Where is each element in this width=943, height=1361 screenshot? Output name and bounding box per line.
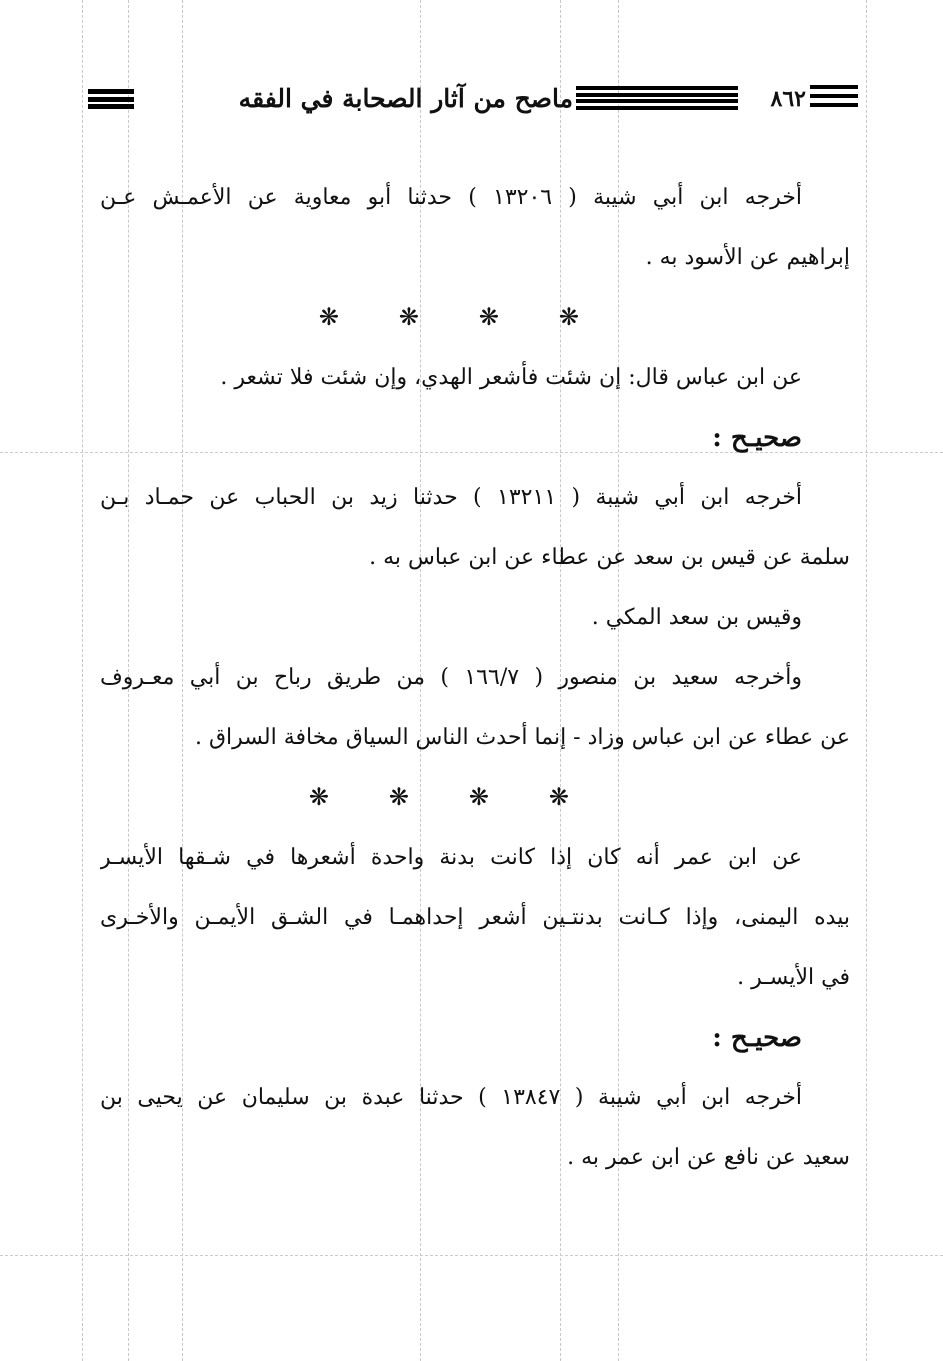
star-ornament-icon: ❋	[308, 783, 329, 811]
text-line: عن ابن عمر أنه كان إذا كانت بدنة واحدة أشعرها في شـقها الأيسـر	[100, 845, 802, 870]
page-header	[88, 80, 858, 126]
star-ornament-icon: ❋	[548, 783, 569, 811]
section-separator	[100, 288, 850, 348]
text-line: إبراهيم عن الأسود به .	[645, 245, 850, 270]
star-ornament-icon: ❋	[478, 303, 499, 331]
book-title: ماصح من آثار الصحابة في الفقه	[238, 84, 573, 113]
star-ornament-icon: ❋	[468, 783, 489, 811]
text-line: أخرجه ابن أبي شيبة ( ١٣٨٤٧ ) حدثنا عبدة بن سليمان عن يحيى بن	[100, 1085, 803, 1110]
page-number: ٨٦٢	[770, 86, 806, 112]
star-ornament-icon: ❋	[388, 783, 409, 811]
text-line: في الأيسـر .	[737, 965, 850, 990]
text-line: سعيد عن نافع عن ابن عمر به .	[567, 1145, 850, 1170]
text-line: عن عطاء عن ابن عباس وزاد - إنما أحدث الناس السياق مخافة السراق .	[194, 725, 850, 750]
star-ornament-icon: ❋	[558, 303, 579, 331]
section-separator	[100, 768, 850, 828]
grade-heading: صحيـح :	[712, 1023, 802, 1053]
grade-heading: صحيـح :	[712, 423, 802, 453]
star-ornament-icon: ❋	[398, 303, 419, 331]
text-line: عن ابن عباس قال: إن شئت فأشعر الهدي، وإن شئت فلا تشعر .	[220, 365, 802, 390]
text-line: بيده اليمنى، وإذا كـانت بدنتـين أشعر إحداهمـا في الشـق الأيمـن والأخـرى	[100, 905, 850, 930]
page-body	[100, 168, 850, 1188]
star-ornament-icon: ❋	[318, 303, 339, 331]
text-line: أخرجه ابن أبي شيبة ( ١٣٢٠٦ ) حدثنا أبو معاوية عن الأعمـش عـن	[100, 185, 802, 210]
header-rule-left	[88, 89, 134, 109]
text-line: سلمة عن قيس بن سعد عن عطاء عن ابن عباس به .	[369, 545, 850, 570]
header-rule-middle	[576, 86, 738, 110]
text-line: وأخرجه سعيد بن منصور ( ١٦٦/٧ ) من طريق رباح بن أبي معـروف	[100, 665, 802, 690]
text-line: وقيس بن سعد المكي .	[591, 605, 802, 630]
header-rule-right	[810, 85, 858, 107]
text-line: أخرجه ابن أبي شيبة ( ١٣٢١١ ) حدثنا زيد بن الحباب عن حمـاد بـن	[100, 485, 803, 510]
